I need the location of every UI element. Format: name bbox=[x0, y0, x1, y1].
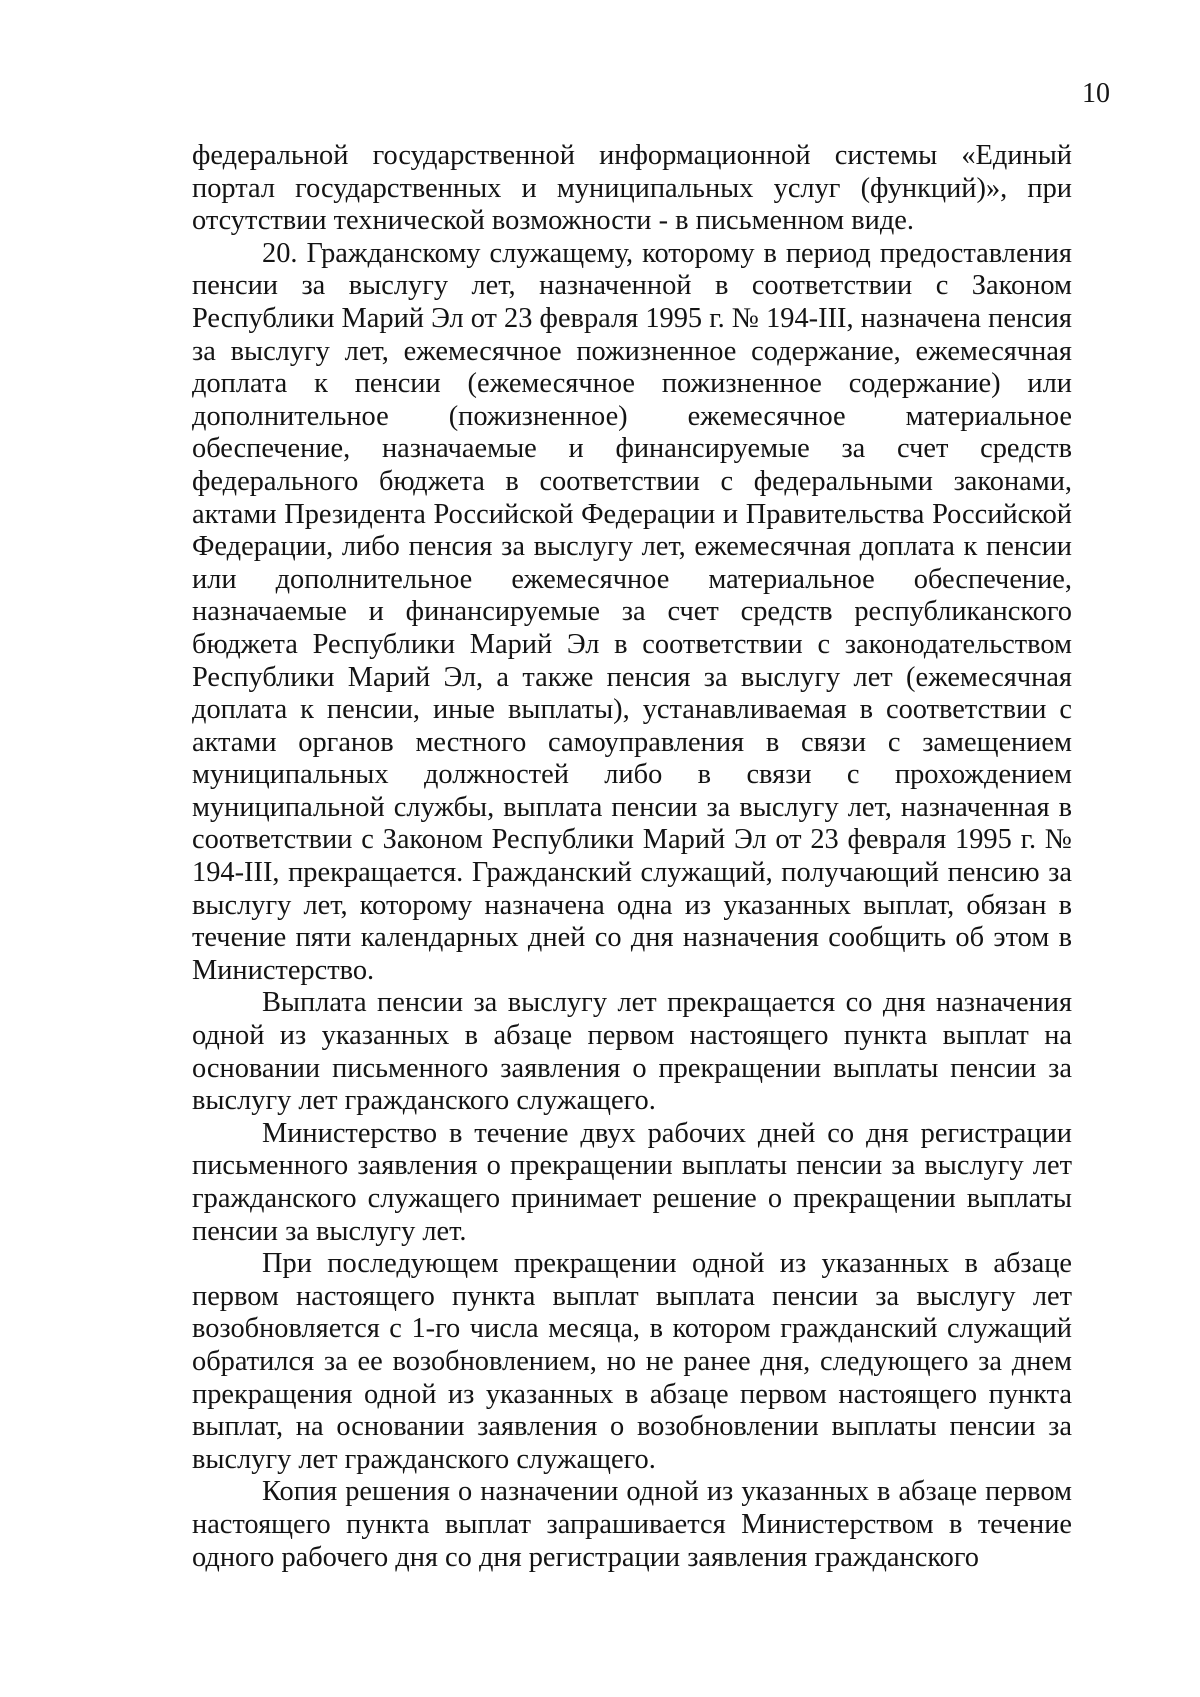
paragraph-payment-termination: Выплата пенсии за выслугу лет прекращается со дня назначения одной из указанных в абзаце первом настоящего пункта выплат на основании письменного заявления о прекращении выплаты пенсии за выслугу лет гражданского служащего. bbox=[192, 987, 1072, 1117]
document-body bbox=[192, 140, 1072, 1574]
paragraph-payment-resumption: При последующем прекращении одной из указанных в абзаце первом настоящего пункта выплат выплата пенсии за выслугу лет возобновляется с 1-го числа месяца, в котором гражданский служащий обратился за ее возобновлением, но не ранее дня, следующего за днем прекращения одной из указанных в абзаце первом настоящего пункта выплат, на основании заявления о возобновлении выплаты пенсии за выслугу лет гражданского служащего. bbox=[192, 1248, 1072, 1475]
paragraph-item-20: 20. Гражданскому служащему, которому в период предоставления пенсии за выслугу лет, назначенной в соответствии с Законом Республики Марий Эл от 23 февраля 1995 г. № 194-III, назначена пенсия за выслугу лет, ежемесячное пожизненное содержание, ежемесячная доплата к пенсии (ежемесячное пожизненное содержание) или дополнительное (пожизненное) ежемесячное материальное обеспечение, назначаемые и финансируемые за счет средств федерального бюджета в соответствии с федеральными законами, актами Президента Российской Федерации и Правительства Российской Федерации, либо пенсия за выслугу лет, ежемесячная доплата к пенсии или дополнительное ежемесячное материальное обеспечение, назначаемые и финансируемые за счет средств республиканского бюджета Республики Марий Эл в соответствии с законодательством Республики Марий Эл, а также пенсия за выслугу лет (ежемесячная доплата к пенсии, иные выплаты), устанавливаемая в соответствии с актами органов местного самоуправления в связи с замещением муниципальных должностей либо в связи с прохождением муниципальной службы, выплата пенсии за выслугу лет, назначенная в соответствии с Законом Республики Марий Эл от 23 февраля 1995 г. № 194-III, прекращается. Гражданский служащий, получающий пенсию за выслугу лет, которому назначена одна из указанных выплат, обязан в течение пяти календарных дней со дня назначения сообщить об этом в Министерство. bbox=[192, 237, 1072, 986]
paragraph-decision-copy: Копия решения о назначении одной из указанных в абзаце первом настоящего пункта выплат запрашивается Министерством в течение одного рабочего дня со дня регистрации заявления гражданского bbox=[192, 1476, 1072, 1573]
paragraph-continuation: федеральной государственной информационной системы «Единый портал государственных и муниципальных услуг (функций)», при отсутствии технической возможности - в письменном виде. bbox=[192, 140, 1072, 237]
page-number: 10 bbox=[1082, 78, 1110, 109]
paragraph-ministry-decision: Министерство в течение двух рабочих дней со дня регистрации письменного заявления о прекращении выплаты пенсии за выслугу лет гражданского служащего принимает решение о прекращении выплаты пенсии за выслугу лет. bbox=[192, 1117, 1072, 1247]
